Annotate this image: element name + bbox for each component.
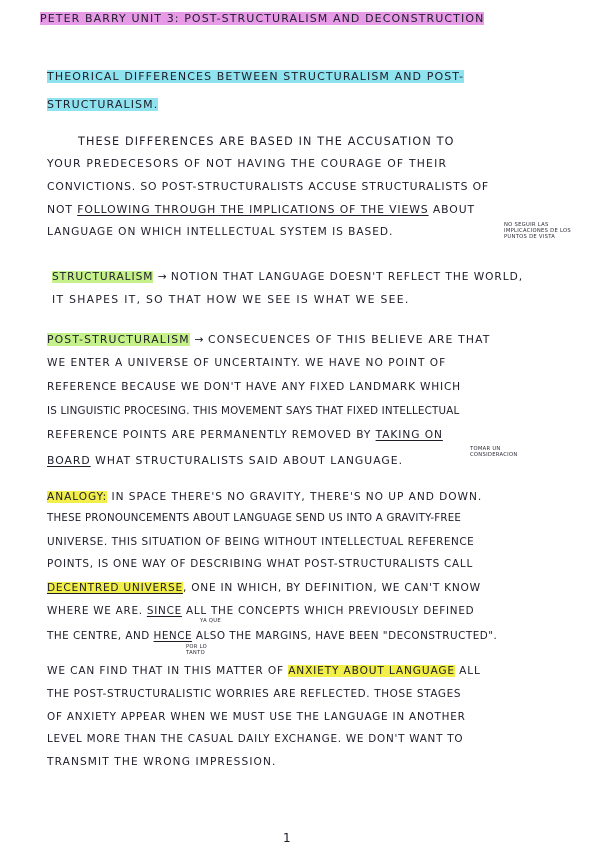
para3-line6-post: WHAT STRUCTURALISTS SAID ABOUT LANGUAGE.	[90, 454, 404, 467]
para4-line3: UNIVERSE. THIS SITUATION OF BEING WITHOUT INTELLECTUAL REFERENCE	[47, 536, 475, 548]
para3-line2: WE ENTER A UNIVERSE OF UNCERTAINTY. WE HAVE NO POINT OF	[47, 357, 447, 369]
para4-term: ANALOGY:	[47, 491, 108, 503]
para1-line5: LANGUAGE ON WHICH INTELLECTUAL SYSTEM IS BASED.	[47, 226, 394, 238]
para3-line5-pre: REFERENCE POINTS ARE PERMANENTLY REMOVED BY	[47, 429, 376, 441]
para3-arrow: →	[194, 333, 204, 346]
para1-margin-note	[504, 222, 571, 240]
para4-line1-rest: IN SPACE THERE'S NO GRAVITY, THERE'S NO UP AND DOWN.	[107, 491, 483, 503]
para1-line4	[47, 203, 475, 217]
para4-line5	[47, 581, 481, 595]
section-heading-line2	[47, 98, 158, 112]
para1-note-line1: NO SEGUIR LAS	[504, 222, 549, 228]
para4-line5-post: , ONE IN WHICH, BY DEFINITION, WE CAN'T KNOW	[182, 582, 481, 594]
para4-line1	[47, 490, 482, 504]
para3-line5-underlined: TAKING ON	[375, 429, 443, 441]
section-heading-text1: THEORICAL DIFFERENCES BETWEEN STRUCTURALISM AND POST-	[47, 70, 465, 83]
para1-line4-underlined: FOLLOWING THROUGH THE IMPLICATIONS OF THE VIEWS	[77, 203, 429, 216]
para2-arrow: →	[157, 271, 167, 283]
para4-note-since: YA QUE	[200, 618, 221, 624]
para4-note-hence-line1: POR LO	[186, 644, 208, 650]
section-heading-line1	[47, 70, 464, 84]
para5-line2: THE POST-STRUCTURALISTIC WORRIES ARE REFLECTED. THOSE STAGES	[47, 688, 462, 700]
para3-line1	[47, 333, 491, 347]
para2-line2: IT SHAPES IT, SO THAT HOW WE SEE IS WHAT WE SEE.	[52, 293, 410, 306]
section-heading-text2: STRUCTURALISM.	[47, 98, 159, 111]
para4-hence: HENCE	[153, 630, 193, 642]
para3-term: POST-STRUCTURALISM	[47, 333, 190, 346]
para3-line3: REFERENCE BECAUSE WE DON'T HAVE ANY FIXED LANDMARK WHICH	[47, 381, 461, 393]
para4-line2: THESE PRONOUNCEMENTS ABOUT LANGUAGE SEND US INTO A GRAVITY-FREE	[47, 513, 462, 524]
page-title-text: PETER BARRY UNIT 3: POST-STRUCTURALISM AND DECONSTRUCTION	[40, 12, 485, 25]
para4-line7	[47, 629, 497, 643]
para3-margin-note	[470, 446, 518, 458]
para1-line2: YOUR PREDECESORS OF NOT HAVING THE COURAGE OF THEIR	[47, 157, 448, 170]
para5-line4: LEVEL MORE THAN THE CASUAL DAILY EXCHANGE. WE DON'T WANT TO	[47, 733, 464, 745]
para4-line6	[47, 604, 474, 618]
para4-since: SINCE	[146, 605, 182, 617]
para1-line3: CONVICTIONS. SO POST-STRUCTURALISTS ACCUSE STRUCTURALISTS OF	[47, 180, 489, 193]
para4-note-hence-line2: TANTO	[186, 650, 205, 656]
para2-line1	[52, 270, 523, 284]
para5-anxiety: ANXIETY ABOUT LANGUAGE	[288, 665, 455, 677]
para4-line7-post: ALSO THE MARGINS, HAVE BEEN "DECONSTRUCTED".	[192, 630, 498, 642]
para1-note-line3: PUNTOS DE VISTA	[504, 234, 556, 240]
para4-decentred-universe: DECENTRED UNIVERSE	[47, 582, 183, 594]
page-title	[40, 12, 484, 26]
para3-line6	[47, 454, 403, 468]
para4-note-hence	[186, 644, 207, 656]
para3-line6-underlined: BOARD	[47, 454, 91, 467]
para3-line5	[47, 428, 443, 442]
para1-line1: THESE DIFFERENCES ARE BASED IN THE ACCUSATION TO	[78, 135, 455, 148]
para3-line1-rest: CONSECUENCES OF THIS BELIEVE ARE THAT	[203, 333, 491, 346]
para5-line5: TRANSMIT THE WRONG IMPRESSION.	[47, 756, 277, 768]
para3-note-line2: CONSIDERACION	[470, 452, 518, 458]
para5-line3: OF ANXIETY APPEAR WHEN WE MUST USE THE LANGUAGE IN ANOTHER	[47, 711, 466, 723]
para1-note-line2: IMPLICACIONES DE LOS	[504, 228, 571, 234]
para5-line1-pre: WE CAN FIND THAT IN THIS MATTER OF	[47, 665, 289, 677]
para2-term: STRUCTURALISM	[52, 271, 154, 283]
para3-line4: IS LINGUISTIC PROCESING. THIS MOVEMENT SAYS THAT FIXED INTELLECTUAL	[47, 405, 460, 417]
para3-note-line1: TOMAR UN	[470, 446, 501, 452]
para4-line4: POINTS, IS ONE WAY OF DESCRIBING WHAT POST-STRUCTURALISTS CALL	[47, 558, 473, 570]
page-number: 1	[283, 831, 291, 845]
para4-line6-pre: WHERE WE ARE.	[47, 605, 147, 617]
para1-line4-post: ABOUT	[428, 203, 475, 216]
para4-line7-pre: THE CENTRE, AND	[47, 630, 154, 642]
para5-line1-post: ALL	[454, 665, 481, 677]
para2-line1-rest: NOTION THAT LANGUAGE DOESN'T REFLECT THE WORLD,	[166, 271, 524, 283]
para5-line1	[47, 664, 481, 678]
para4-line6-post: ALL THE CONCEPTS WHICH PREVIOUSLY DEFINED	[181, 605, 475, 617]
para1-line4-pre: NOT	[47, 203, 78, 216]
